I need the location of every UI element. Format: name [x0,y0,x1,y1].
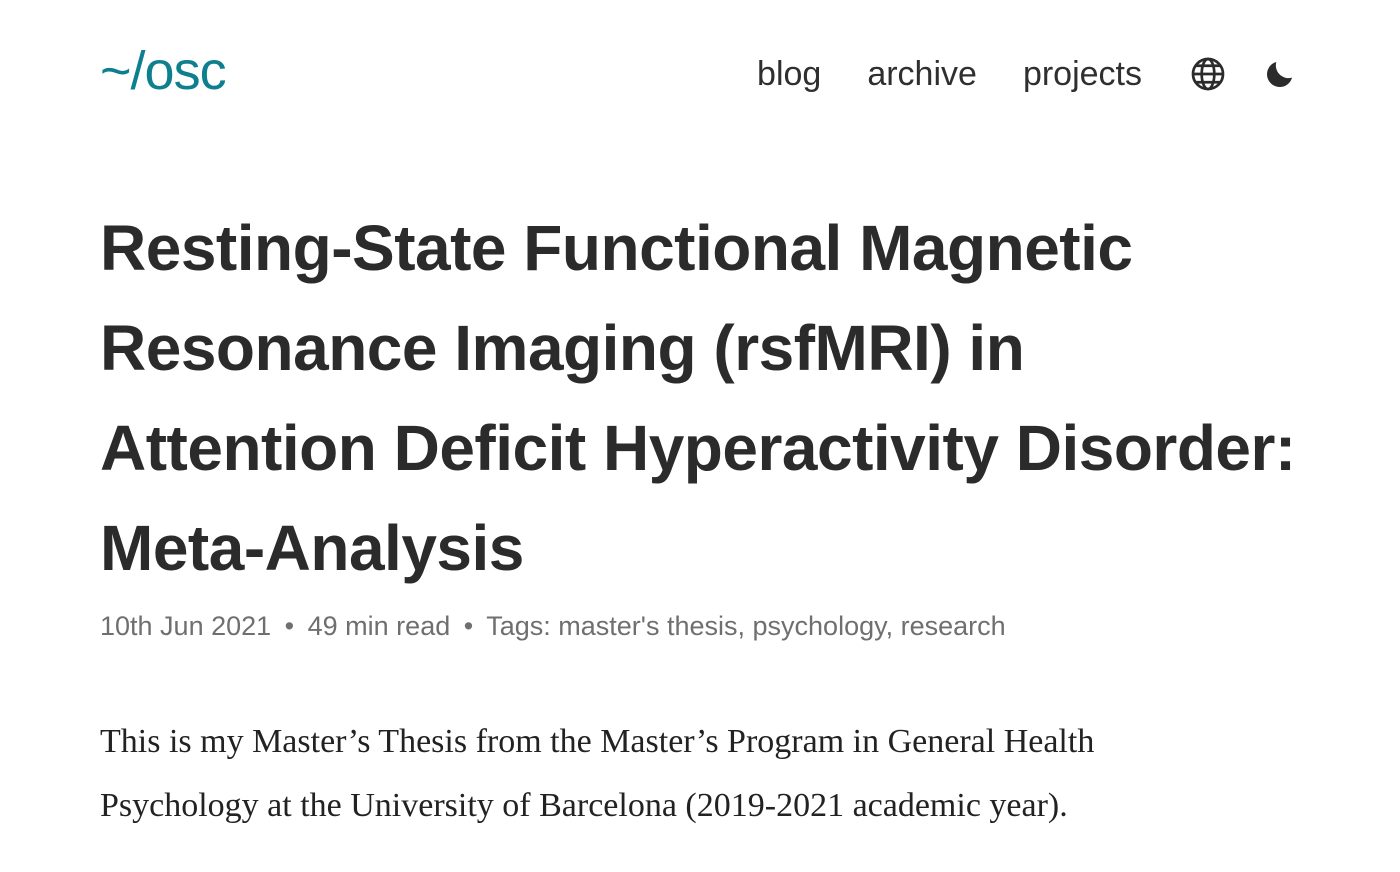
post-meta [100,606,1310,646]
globe-icon [1190,56,1226,92]
main-nav [757,48,1300,100]
language-button[interactable] [1188,54,1228,94]
tag-comma: , [885,611,901,641]
theme-toggle-button[interactable] [1260,54,1300,94]
post-date: 10th Jun 2021 [100,611,272,641]
tag-comma: , [737,611,753,641]
meta-separator: • [463,611,474,641]
moon-icon [1263,57,1297,91]
tag-link[interactable]: research [900,611,1006,641]
site-header [0,0,1400,140]
nav-projects[interactable]: projects [1022,55,1142,93]
tag-link[interactable]: psychology [752,611,886,641]
site-logo[interactable]: ~/osc [100,41,226,101]
read-time: 49 min read [307,611,451,641]
post-title: Resting-State Functional Magnetic Resonance Imaging (rsfMRI) in Attention Deficit Hyperactivity Disorder: Meta-Analysis [100,212,1296,584]
meta-separator: • [284,611,295,641]
post-article [100,198,1310,872]
post-intro: This is my Master’s Thesis from the Master’s Program in General Health Psychology at the University of Barcelona (2019-2021 academic year). [100,723,1095,824]
tags-label: Tags: [486,611,551,641]
nav-archive[interactable]: archive [867,55,977,93]
nav-blog[interactable]: blog [757,55,822,93]
tag-link[interactable]: master's thesis [558,611,738,641]
